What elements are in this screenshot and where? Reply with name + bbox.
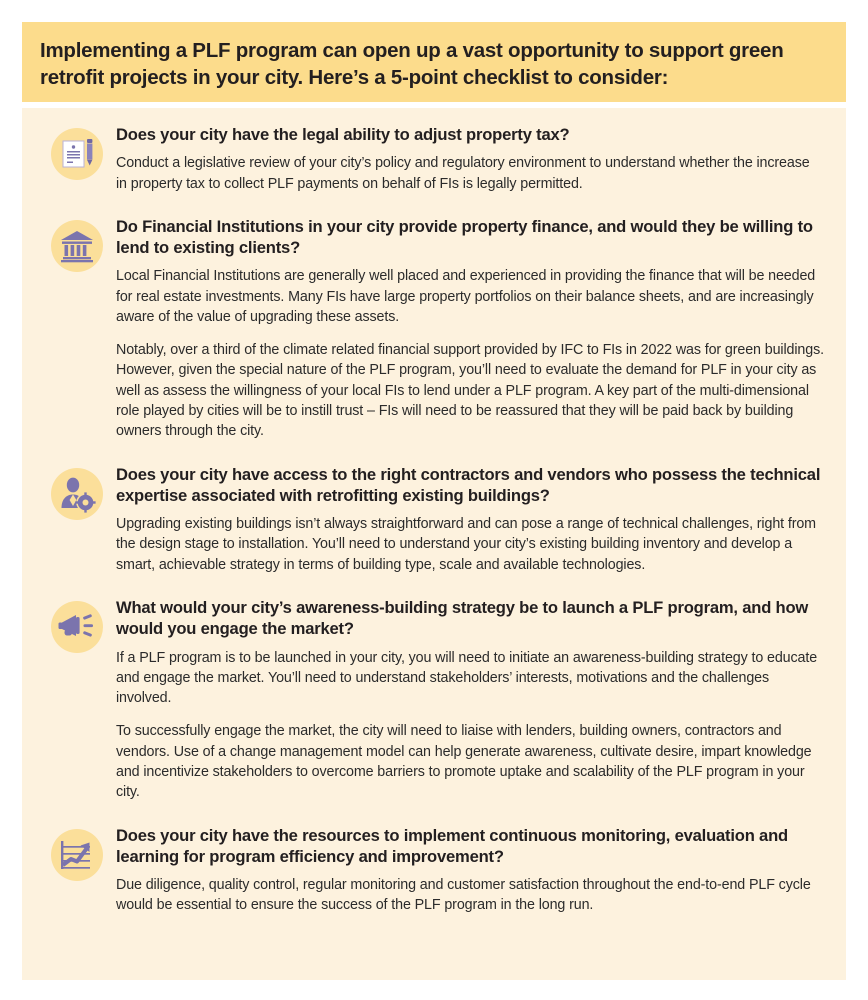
checklist-item-paragraph: To successfully engage the market, the city will need to liaise with lenders, building owners, contractors and vendors. Use of a change management model can help generate awareness, cultivate desire, impart knowledge and incentivize stakeholders to overcome barriers to promote uptake and scalability of the PLF program in your city. bbox=[116, 723, 812, 801]
checklist-item-paragraph: Conduct a legislative review of your city’s policy and regulatory environment to understand whether the increase in property tax to collect PLF payments on behalf of FIs is legally permitted. bbox=[116, 155, 810, 192]
checklist-panel bbox=[22, 108, 846, 980]
checklist-item-body bbox=[116, 216, 826, 442]
bank-building-icon bbox=[51, 220, 103, 272]
checklist-item-paragraph: If a PLF program is to be launched in your city, you will need to initiate an awareness-building strategy to educate and engage the market. You’ll need to understand stakeholders’ interests, motivations and the challenges involved. bbox=[116, 649, 818, 707]
contractor-worker-gear-icon bbox=[51, 468, 103, 520]
checklist-item-paragraph: Upgrading existing buildings isn’t always straightforward and can pose a range of technical challenges, right from the design stage to installation. You’ll need to understand your city’s existing building inventory and develop a smart, achievable strategy in terms of building type, scale and available technologies. bbox=[116, 516, 816, 573]
checklist-item-icon-wrap bbox=[38, 124, 116, 180]
checklist-item bbox=[38, 597, 826, 803]
checklist-item-icon-wrap bbox=[38, 464, 116, 520]
checklist-item-icon-wrap bbox=[38, 216, 116, 272]
checklist-item-heading: Does your city have the resources to implement continuous monitoring, evaluation and learning for program efficiency and improvement? bbox=[116, 825, 788, 866]
checklist bbox=[38, 124, 826, 916]
checklist-item bbox=[38, 216, 826, 442]
document-pen-icon bbox=[51, 128, 103, 180]
checklist-item-icon-wrap bbox=[38, 825, 116, 881]
checklist-item-heading: Does your city have the legal ability to adjust property tax? bbox=[116, 125, 570, 144]
megaphone-icon bbox=[51, 601, 103, 653]
checklist-item-paragraph: Notably, over a third of the climate related financial support provided by IFC to FIs in 2022 was for green buildings. However, given the special nature of the PLF program, you’ll need to evaluate the demand for PLF in your city as well as assess the willingness of your local FIs to lend under a PLF program. A key part of the multi-dimensional role played by cities will be to instill trust – FIs will need to be reassured that they will be paid back by building owners through the city. bbox=[116, 342, 824, 440]
checklist-item-body bbox=[116, 825, 826, 916]
checklist-item-body bbox=[116, 597, 826, 803]
checklist-item-paragraph: Due diligence, quality control, regular monitoring and customer satisfaction throughout the end-to-end PLF cycle would be essential to ensure the success of the PLF program in the long run. bbox=[116, 877, 811, 914]
header-band bbox=[22, 22, 846, 102]
page-title: Implementing a PLF program can open up a vast opportunity to support green retrofit projects in your city. Here’s a 5-point checklist to consider: bbox=[40, 38, 784, 89]
checklist-item-heading: Does your city have access to the right contractors and vendors who possess the technical expertise associated with retrofitting existing buildings? bbox=[116, 464, 821, 505]
checklist-item-icon-wrap bbox=[38, 597, 116, 653]
growth-chart-arrow-icon bbox=[51, 829, 103, 881]
checklist-item bbox=[38, 464, 826, 575]
checklist-item bbox=[38, 825, 826, 916]
checklist-item-heading: What would your city’s awareness-building strategy be to launch a PLF program, and how would you engage the market? bbox=[116, 598, 809, 639]
checklist-item-heading: Do Financial Institutions in your city provide property finance, and would they be willing to lend to existing clients? bbox=[116, 216, 813, 258]
checklist-item bbox=[38, 124, 826, 194]
checklist-item-body bbox=[116, 124, 826, 194]
checklist-item-body bbox=[116, 464, 826, 575]
checklist-item-paragraph: Local Financial Institutions are generally well placed and experienced in providing the finance that will be needed for real estate investments. Many FIs have large property portfolios on their balance sheets, and are increasingly aware of the value of upgrading these assets. bbox=[116, 268, 816, 325]
